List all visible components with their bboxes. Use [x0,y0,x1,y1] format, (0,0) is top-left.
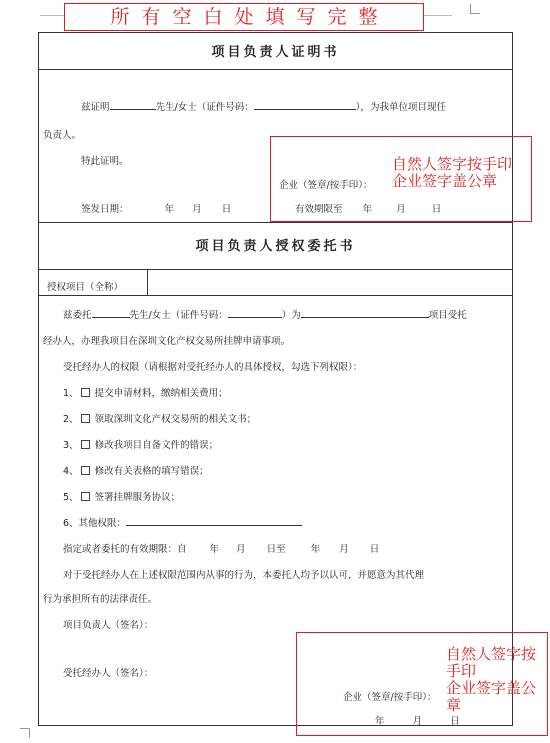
auth-item-divider [39,295,512,296]
permission-checkbox[interactable] [81,414,90,423]
cert-line-3: 特此证明。 [81,156,129,167]
cert-valid-line: 有效期限至 年 月 日 [295,204,442,215]
cert-title: 项目负责人证明书 [211,45,340,60]
name-blank[interactable] [110,100,156,110]
permission-item-5: 5、 签署挂牌服务协议； [63,492,181,503]
agent-id-blank[interactable] [228,308,282,318]
cert-date-line: 签发日期： 年 月 日 [81,204,232,215]
auth-line-2: 经办人，办理我项目在深圳文化产权交易所挂牌申请事项。 [43,336,291,347]
permission-item-4: 4、 修改有关表格的填写错误； [63,466,209,477]
banner-left-rule [40,15,64,16]
auth-title: 项目负责人授权委托书 [195,239,356,254]
banner-right-rule [424,15,452,16]
cert-line-2: 负责人。 [43,130,82,141]
permission-item-2: 2、 领取深圳文化产权交易所的相关文书； [63,414,257,425]
auth-line-1: 兹委托 先生/女士（证件号码： ）为 项目受托 [63,310,467,321]
auth-period-line: 指定或者委托的有效期限：自 年 月 日至 年 月 日 [63,544,380,555]
auth-company-label: 企业（签章/按手印）： [343,692,437,703]
page-corner-mark [470,4,480,14]
auth-sign-date: 年 月 日 [375,716,460,727]
auth-item-label: 授权项目（全称） [47,282,124,293]
page-corner-mark [20,728,30,738]
permission-checkbox[interactable] [81,388,90,397]
permission-item-3: 3、 修改我项目自备文件的错误； [63,440,219,451]
agent-name-blank[interactable] [92,308,130,318]
auth-responsibility-2: 行为承担所有的法律责任。 [43,594,158,605]
project-lead-sign-label: 项目负责人（签名）： [63,620,154,631]
auth-item-cell-border [147,269,148,295]
other-permission-blank[interactable] [126,516,302,526]
permission-checkbox[interactable] [81,492,90,501]
section-divider [39,222,512,223]
auth-signature-note: 自然人签字按 手印 企业签字盖公 章 [446,645,537,714]
cert-title-divider [39,69,512,70]
fill-all-blanks-banner: 所有空白处填写完整 [64,3,424,31]
agent-sign-label: 受托经办人（签名）： [63,668,154,679]
permission-checkbox[interactable] [81,440,90,449]
auth-responsibility-1: 对于受托经办人在上述权限范围内从事的行为，本委托人均予以认可，并愿意为其代理 [63,570,425,581]
cert-company-label: 企业（签章/按手印）： [279,180,373,191]
permission-other: 6、其他权限： [63,515,302,529]
cert-line-1: 兹证明 先生/女士（证件号码： ），为我单位项目现任 [81,102,446,113]
id-number-blank[interactable] [254,100,356,110]
permission-checkbox[interactable] [81,466,90,475]
project-name-blank[interactable] [301,308,429,318]
permission-item-1: 1、 提交申请材料，缴纳相关费用； [63,388,228,399]
cert-signature-note: 自然人签字按手印 企业签字盖公章 [392,155,513,190]
auth-title-divider [39,269,512,270]
auth-line-3: 受托经办人的权限（请根据对受托经办人的具体授权，勾选下列权限）： [63,362,363,373]
